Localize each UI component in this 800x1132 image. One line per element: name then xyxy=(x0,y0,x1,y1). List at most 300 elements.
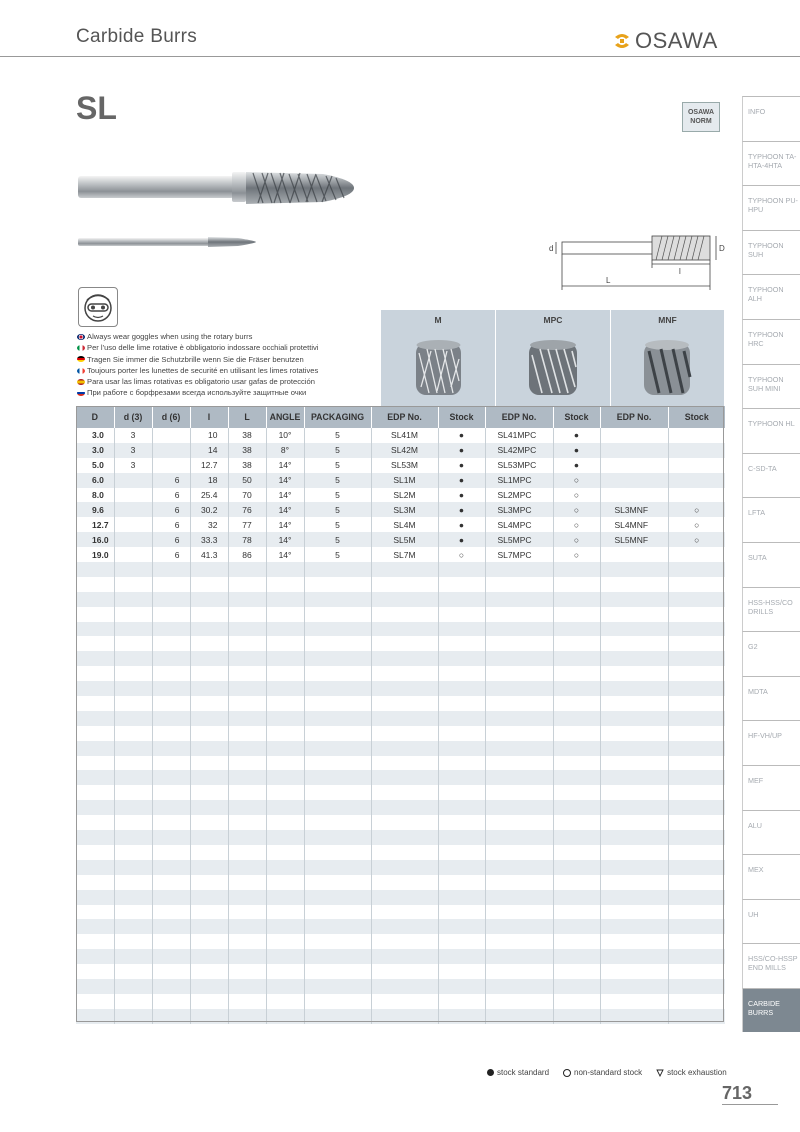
table-cell: ● xyxy=(553,443,600,458)
sidebar-tab-hf-vh-up[interactable]: HF-VH/UP xyxy=(742,720,800,765)
table-cell: 19.0 xyxy=(76,547,114,562)
table-cell xyxy=(152,860,190,875)
table-cell: SL41M xyxy=(371,428,438,443)
column-header: Stock xyxy=(668,406,725,428)
table-cell xyxy=(114,919,152,934)
table-row xyxy=(76,666,725,681)
table-cell xyxy=(668,488,725,503)
column-header: EDP No. xyxy=(485,406,553,428)
table-cell xyxy=(438,577,485,592)
column-header: Stock xyxy=(438,406,485,428)
table-cell xyxy=(600,756,668,771)
table-cell xyxy=(228,785,266,800)
table-cell xyxy=(114,562,152,577)
table-row xyxy=(76,622,725,637)
table-cell xyxy=(304,785,371,800)
table-cell xyxy=(152,919,190,934)
table-row xyxy=(76,741,725,756)
table-cell xyxy=(600,905,668,920)
table-row xyxy=(76,681,725,696)
table-row xyxy=(76,562,725,577)
table-cell xyxy=(190,919,228,934)
table-cell xyxy=(152,949,190,964)
column-header: Stock xyxy=(553,406,600,428)
table-cell xyxy=(152,577,190,592)
table-cell xyxy=(152,845,190,860)
column-header: EDP No. xyxy=(600,406,668,428)
table-cell xyxy=(553,979,600,994)
table-row xyxy=(76,875,725,890)
table-cell xyxy=(668,815,725,830)
table-cell xyxy=(76,741,114,756)
table-cell xyxy=(304,934,371,949)
table-cell xyxy=(553,1009,600,1024)
table-cell xyxy=(114,636,152,651)
table-cell: 6 xyxy=(152,532,190,547)
table-cell xyxy=(553,756,600,771)
table-cell xyxy=(553,830,600,845)
table-cell xyxy=(438,1009,485,1024)
table-cell xyxy=(438,800,485,815)
table-cell xyxy=(553,711,600,726)
table-row xyxy=(76,994,725,1009)
warning-text: Tragen Sie immer die Schutzbrille wenn Sie die Fräser benutzen xyxy=(87,354,304,364)
table-cell: 14° xyxy=(266,517,304,532)
table-cell xyxy=(190,845,228,860)
table-cell xyxy=(485,666,553,681)
table-cell xyxy=(266,756,304,771)
brand-name: OSAWA xyxy=(635,28,718,53)
table-row xyxy=(76,607,725,622)
table-cell xyxy=(76,636,114,651)
table-cell xyxy=(76,934,114,949)
table-row xyxy=(76,488,725,503)
sidebar-tab-uh[interactable]: UH xyxy=(742,899,800,944)
table-cell: ● xyxy=(438,473,485,488)
sidebar-tab-typhoon-hl[interactable]: TYPHOON HL xyxy=(742,408,800,453)
table-cell xyxy=(371,562,438,577)
table-row xyxy=(76,1009,725,1024)
table-cell xyxy=(438,964,485,979)
coating-header xyxy=(381,310,724,406)
table-cell xyxy=(668,651,725,666)
table-cell xyxy=(600,636,668,651)
table-cell xyxy=(438,741,485,756)
table-cell xyxy=(152,800,190,815)
table-cell xyxy=(438,934,485,949)
table-cell xyxy=(485,964,553,979)
table-cell xyxy=(668,845,725,860)
table-cell xyxy=(438,875,485,890)
sidebar-tab-lfta[interactable]: LFTA xyxy=(742,497,800,542)
table-cell xyxy=(553,577,600,592)
table-cell xyxy=(600,607,668,622)
column-header: d (3) xyxy=(114,406,152,428)
table-cell xyxy=(266,681,304,696)
table-cell: 3.0 xyxy=(76,428,114,443)
table-cell xyxy=(438,562,485,577)
table-cell xyxy=(228,756,266,771)
table-cell xyxy=(668,711,725,726)
table-cell xyxy=(438,726,485,741)
table-cell xyxy=(190,577,228,592)
table-cell xyxy=(114,949,152,964)
table-cell xyxy=(114,622,152,637)
table-cell xyxy=(304,815,371,830)
table-cell xyxy=(114,1009,152,1024)
table-cell xyxy=(228,666,266,681)
table-cell xyxy=(76,711,114,726)
table-cell xyxy=(371,756,438,771)
table-row xyxy=(76,651,725,666)
sidebar-tab-suta[interactable]: SUTA xyxy=(742,542,800,587)
table-cell xyxy=(371,681,438,696)
page-number-rule xyxy=(722,1104,778,1105)
page-number: 713 xyxy=(722,1083,753,1103)
table-cell xyxy=(152,890,190,905)
table-row xyxy=(76,979,725,994)
table-cell xyxy=(152,622,190,637)
table-cell xyxy=(190,756,228,771)
table-cell: ● xyxy=(438,502,485,517)
table-cell xyxy=(228,726,266,741)
table-cell xyxy=(600,741,668,756)
warning-text: Always wear goggles when using the rotary burrs xyxy=(87,332,253,341)
table-cell xyxy=(190,607,228,622)
coating-mnf xyxy=(611,310,724,406)
table-cell: 14° xyxy=(266,532,304,547)
table-cell: 30.2 xyxy=(190,502,228,517)
table-cell xyxy=(485,636,553,651)
table-cell xyxy=(190,934,228,949)
table-row xyxy=(76,890,725,905)
table-cell xyxy=(114,517,152,532)
table-cell xyxy=(190,875,228,890)
table-cell xyxy=(553,994,600,1009)
table-cell xyxy=(114,905,152,920)
sidebar-tab-mdta[interactable]: MDTA xyxy=(742,676,800,721)
table-cell xyxy=(266,860,304,875)
sidebar-tab-typhoon-suh-mini[interactable]: TYPHOON SUH MINI xyxy=(742,364,800,409)
coating-mpc xyxy=(496,310,611,406)
table-cell: ○ xyxy=(553,488,600,503)
table-cell xyxy=(438,979,485,994)
table-cell xyxy=(152,979,190,994)
table-cell xyxy=(668,830,725,845)
table-cell xyxy=(668,979,725,994)
table-cell xyxy=(76,681,114,696)
sidebar-tab-hss-hss-co-drills[interactable]: HSS-HSS/CO DRILLS xyxy=(742,587,800,632)
table-cell: ● xyxy=(553,458,600,473)
table-cell xyxy=(190,815,228,830)
table-cell xyxy=(114,473,152,488)
table-cell xyxy=(485,696,553,711)
table-cell xyxy=(228,919,266,934)
table-cell xyxy=(190,830,228,845)
table-cell xyxy=(76,890,114,905)
table-cell: 12.7 xyxy=(190,458,228,473)
table-cell xyxy=(304,875,371,890)
table-cell xyxy=(304,979,371,994)
table-cell xyxy=(76,651,114,666)
table-cell: ○ xyxy=(553,517,600,532)
table-cell xyxy=(114,726,152,741)
table-cell xyxy=(266,830,304,845)
table-cell xyxy=(600,696,668,711)
table-cell xyxy=(266,964,304,979)
table-cell xyxy=(668,905,725,920)
sidebar-tab-typhoon-pu-hpu[interactable]: TYPHOON PU-HPU xyxy=(742,185,800,230)
table-cell xyxy=(553,934,600,949)
table-cell xyxy=(600,547,668,562)
table-cell xyxy=(668,919,725,934)
table-cell xyxy=(485,875,553,890)
table-row xyxy=(76,905,725,920)
table-cell xyxy=(266,815,304,830)
table-cell xyxy=(304,681,371,696)
column-header: l xyxy=(190,406,228,428)
table-cell: SL3MNF xyxy=(600,502,668,517)
table-cell xyxy=(266,651,304,666)
table-cell xyxy=(600,785,668,800)
table-cell: SL3M xyxy=(371,502,438,517)
table-cell xyxy=(76,845,114,860)
table-row xyxy=(76,443,725,458)
table-cell xyxy=(485,622,553,637)
table-cell xyxy=(668,890,725,905)
table-cell xyxy=(266,875,304,890)
safety-warnings xyxy=(77,331,377,399)
table-cell xyxy=(668,428,725,443)
table-cell xyxy=(485,934,553,949)
table-cell xyxy=(371,1009,438,1024)
coating-label: MPC xyxy=(543,315,563,325)
table-cell: 5 xyxy=(304,502,371,517)
table-cell xyxy=(266,890,304,905)
sidebar-tab-typhoon-hrc[interactable]: TYPHOON HRC xyxy=(742,319,800,364)
table-cell xyxy=(371,726,438,741)
table-cell xyxy=(228,964,266,979)
table-cell xyxy=(485,1009,553,1024)
table-cell xyxy=(114,607,152,622)
table-cell: 78 xyxy=(228,532,266,547)
table-cell xyxy=(600,488,668,503)
table-cell xyxy=(114,815,152,830)
sidebar-tab-alu[interactable]: ALU xyxy=(742,810,800,855)
coating-label: MNF xyxy=(658,315,677,325)
table-cell xyxy=(485,979,553,994)
table-cell xyxy=(553,964,600,979)
table-cell: 5 xyxy=(304,532,371,547)
product-table xyxy=(76,406,725,1024)
table-cell xyxy=(553,622,600,637)
table-cell xyxy=(266,666,304,681)
table-cell xyxy=(152,1009,190,1024)
table-cell xyxy=(485,919,553,934)
table-cell xyxy=(228,636,266,651)
table-cell xyxy=(304,666,371,681)
table-cell xyxy=(266,905,304,920)
table-cell xyxy=(485,949,553,964)
sidebar-tab-carbide-burrs[interactable]: CARBIDE BURRS xyxy=(742,988,800,1033)
column-header: d (6) xyxy=(152,406,190,428)
table-cell xyxy=(76,994,114,1009)
table-cell xyxy=(76,592,114,607)
non-standard-stock-icon xyxy=(563,1069,571,1077)
warning-text: Toujours porter les lunettes de securité en utilisant les limes rotatives xyxy=(87,365,319,375)
table-cell xyxy=(438,607,485,622)
table-cell xyxy=(266,636,304,651)
table-cell xyxy=(266,979,304,994)
table-cell xyxy=(553,860,600,875)
table-row xyxy=(76,949,725,964)
table-cell xyxy=(371,964,438,979)
column-header: D xyxy=(76,406,114,428)
table-cell: ○ xyxy=(438,547,485,562)
table-cell xyxy=(228,607,266,622)
table-cell xyxy=(600,919,668,934)
table-cell xyxy=(438,651,485,666)
table-cell xyxy=(371,875,438,890)
table-cell: 50 xyxy=(228,473,266,488)
sidebar-tab-g2[interactable]: G2 xyxy=(742,631,800,676)
sidebar-tab-typhoon-ta-hta-4hta[interactable]: TYPHOON TA-HTA-4HTA xyxy=(742,141,800,186)
table-cell: 5 xyxy=(304,428,371,443)
table-cell xyxy=(266,696,304,711)
table-cell xyxy=(228,711,266,726)
table-cell xyxy=(668,458,725,473)
table-cell xyxy=(371,636,438,651)
table-cell xyxy=(228,622,266,637)
table-cell xyxy=(371,651,438,666)
sidebar-tab-mef[interactable]: MEF xyxy=(742,765,800,810)
table-cell xyxy=(114,547,152,562)
table-cell: 5.0 xyxy=(76,458,114,473)
table-cell xyxy=(76,860,114,875)
table-cell: 14° xyxy=(266,458,304,473)
table-cell xyxy=(190,949,228,964)
sidebar-tab-hss-co-hssp-end-mills[interactable]: HSS/CO-HSSP END MILLS xyxy=(742,943,800,988)
legend-standard: stock standard xyxy=(497,1068,550,1077)
table-cell xyxy=(228,890,266,905)
table-cell xyxy=(438,622,485,637)
sidebar-tab-info[interactable]: INFO xyxy=(742,96,800,141)
warning-text: Para usar las limas rotativas es obligatorio usar gafas de protección xyxy=(87,377,315,387)
table-cell xyxy=(600,443,668,458)
table-cell xyxy=(304,1009,371,1024)
table-cell xyxy=(668,964,725,979)
table-cell xyxy=(438,860,485,875)
table-cell xyxy=(266,770,304,785)
table-cell xyxy=(600,711,668,726)
table-cell xyxy=(304,726,371,741)
table-cell xyxy=(114,756,152,771)
table-cell xyxy=(371,994,438,1009)
table-cell xyxy=(114,770,152,785)
table-cell xyxy=(114,696,152,711)
table-cell xyxy=(304,890,371,905)
sidebar-tab-typhoon-suh[interactable]: TYPHOON SUH xyxy=(742,230,800,275)
table-cell: 9.6 xyxy=(76,502,114,517)
table-cell xyxy=(114,532,152,547)
table-cell xyxy=(600,666,668,681)
table-cell xyxy=(371,979,438,994)
table-cell xyxy=(600,830,668,845)
table-cell xyxy=(371,696,438,711)
table-cell xyxy=(266,845,304,860)
table-cell: 14° xyxy=(266,547,304,562)
norm-badge-line1: OSAWA xyxy=(687,109,715,116)
table-cell xyxy=(553,651,600,666)
table-cell xyxy=(668,949,725,964)
sidebar-tab-typhoon-alh[interactable]: TYPHOON ALH xyxy=(742,274,800,319)
table-cell xyxy=(266,800,304,815)
table-cell xyxy=(76,696,114,711)
table-row xyxy=(76,964,725,979)
section-sidebar xyxy=(742,96,800,1032)
table-cell xyxy=(228,949,266,964)
table-cell xyxy=(76,830,114,845)
table-cell xyxy=(600,562,668,577)
table-cell xyxy=(304,800,371,815)
table-cell xyxy=(304,711,371,726)
sidebar-tab-mex[interactable]: MEX xyxy=(742,854,800,899)
table-cell xyxy=(304,636,371,651)
table-cell xyxy=(228,681,266,696)
table-cell: ○ xyxy=(553,473,600,488)
table-cell xyxy=(438,949,485,964)
table-cell xyxy=(485,726,553,741)
table-cell xyxy=(228,815,266,830)
table-cell xyxy=(668,547,725,562)
table-cell xyxy=(485,741,553,756)
table-cell xyxy=(266,562,304,577)
table-cell xyxy=(304,830,371,845)
table-cell: 3 xyxy=(114,458,152,473)
table-cell: SL53M xyxy=(371,458,438,473)
table-cell xyxy=(485,905,553,920)
table-cell xyxy=(190,785,228,800)
table-cell xyxy=(228,562,266,577)
sidebar-tab-c-sd-ta[interactable]: C-SD-TA xyxy=(742,453,800,498)
table-cell: 6.0 xyxy=(76,473,114,488)
table-cell xyxy=(438,845,485,860)
table-cell xyxy=(266,711,304,726)
table-cell xyxy=(152,785,190,800)
table-cell xyxy=(600,875,668,890)
table-cell xyxy=(553,875,600,890)
table-cell: 3.0 xyxy=(76,443,114,458)
table-cell xyxy=(668,681,725,696)
table-cell xyxy=(114,830,152,845)
table-cell xyxy=(553,890,600,905)
table-cell xyxy=(485,845,553,860)
table-cell xyxy=(668,577,725,592)
table-cell xyxy=(668,770,725,785)
table-cell xyxy=(668,1009,725,1024)
table-row xyxy=(76,785,725,800)
table-cell: SL3MPC xyxy=(485,502,553,517)
burr-cut-mpc-icon xyxy=(496,337,611,399)
table-cell xyxy=(438,681,485,696)
table-row xyxy=(76,547,725,562)
table-cell xyxy=(304,577,371,592)
table-cell xyxy=(668,741,725,756)
table-cell xyxy=(600,770,668,785)
table-cell xyxy=(76,607,114,622)
table-cell: 10° xyxy=(266,428,304,443)
table-cell xyxy=(266,994,304,1009)
